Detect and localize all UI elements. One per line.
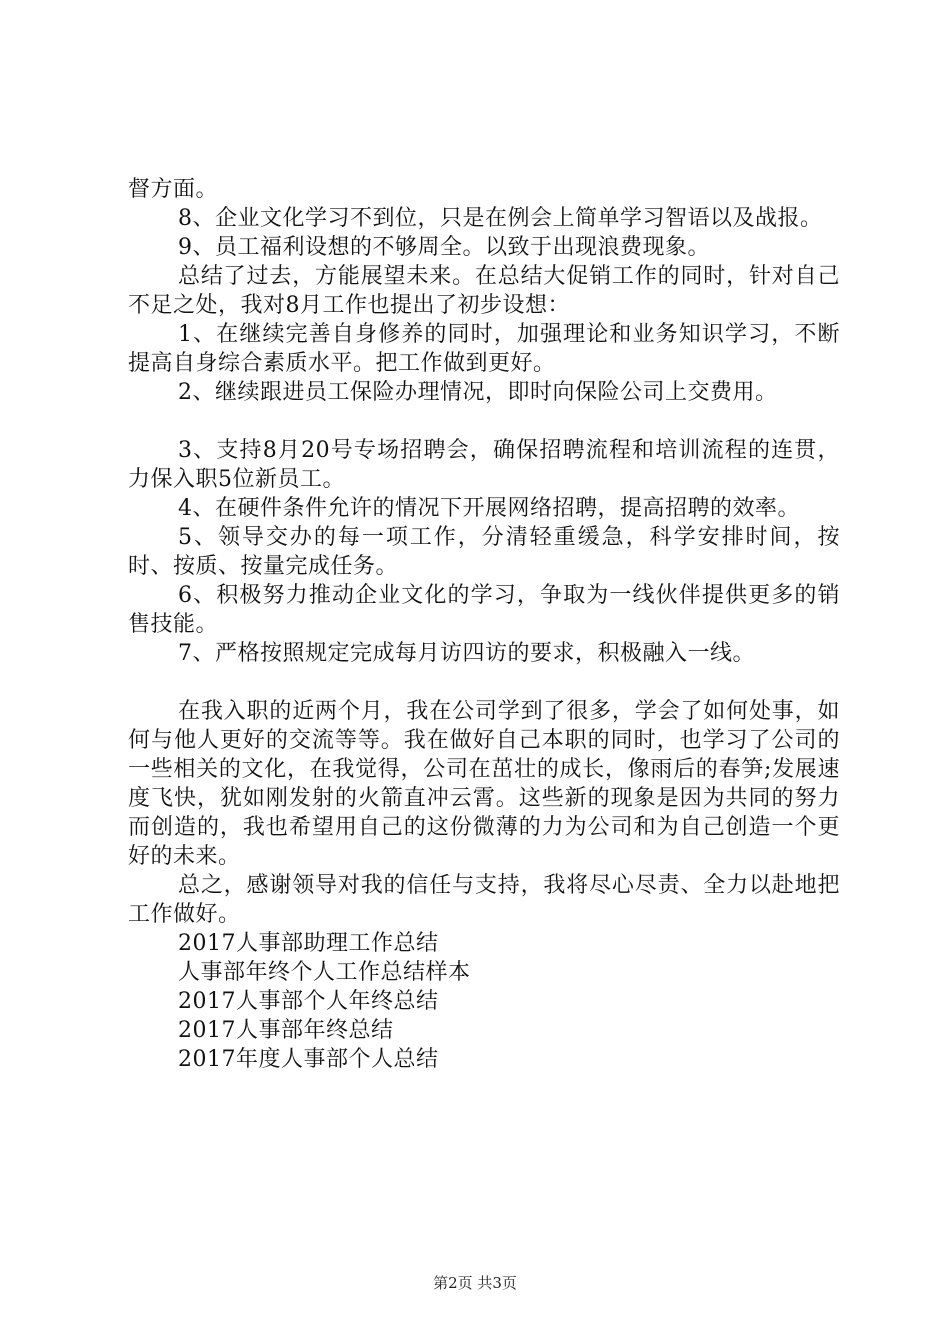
related-link-item[interactable]: 2017年度人事部个人总结 (178, 1047, 439, 1072)
paragraph-conclusion: 总之，感谢领导对我的信任与支持，我将尽心尽责、全力以赴地把工作做好。 (128, 873, 840, 927)
related-link-item[interactable]: 2017人事部个人年终总结 (178, 989, 439, 1014)
paragraph-plan-3: 3、支持8月20号专场招聘会，确保招聘流程和培训流程的连贯，力保入职5位新员工。 (128, 438, 840, 492)
related-links-list (128, 929, 840, 1074)
page-footer: 第2页 共3页 (433, 1274, 517, 1292)
paragraph-plan-4: 4、在硬件条件允许的情况下开展网络招聘，提高招聘的效率。 (178, 496, 800, 521)
paragraph-item-9: 9、员工福利设想的不够周全。以致于出现浪费现象。 (178, 235, 710, 260)
paragraph-gap (128, 407, 840, 436)
paragraph-outlook-intro: 总结了过去，方能展望未来。在总结大促销工作的同时，针对自己不足之处，我对8月工作也提出了初步设想： (128, 264, 840, 318)
related-link-item[interactable]: 人事部年终个人工作总结样本 (178, 960, 471, 985)
paragraph-plan-5: 5、领导交办的每一项工作，分清轻重缓急，科学安排时间，按时、按质、按量完成任务。 (128, 525, 840, 579)
document-body (128, 175, 840, 1074)
paragraph-item-8: 8、企业文化学习不到位，只是在例会上简单学习智语以及战报。 (178, 206, 823, 231)
paragraph-continuation: 督方面。 (128, 177, 219, 202)
paragraph-plan-6: 6、积极努力推动企业文化的学习，争取为一线伙伴提供更多的销售技能。 (128, 583, 840, 637)
related-link-item[interactable]: 2017人事部年终总结 (178, 1018, 394, 1043)
paragraph-reflection: 在我入职的近两个月，我在公司学到了很多，学会了如何处事，如何与他人更好的交流等等。我在做好自己本职的同时，也学习了公司的一些相关的文化，在我觉得，公司在茁壮的成长，像雨后的春笋;发展速度飞快，犹如刚发射的火箭直冲云霄。这些新的现象是因为共同的努力而创造的，我也希望用自己的这份微薄的力为公司和为自己创造一个更好的未来。 (128, 699, 840, 869)
paragraph-plan-7: 7、严格按照规定完成每月访四访的要求，积极融入一线。 (178, 641, 755, 666)
paragraph-gap (128, 668, 840, 697)
related-link-item[interactable]: 2017人事部助理工作总结 (178, 931, 439, 956)
paragraph-plan-1: 1、在继续完善自身修养的同时，加强理论和业务知识学习，不断提高自身综合素质水平。把工作做到更好。 (128, 322, 840, 376)
paragraph-plan-2: 2、继续跟进员工保险办理情况，即时向保险公司上交费用。 (178, 380, 778, 405)
